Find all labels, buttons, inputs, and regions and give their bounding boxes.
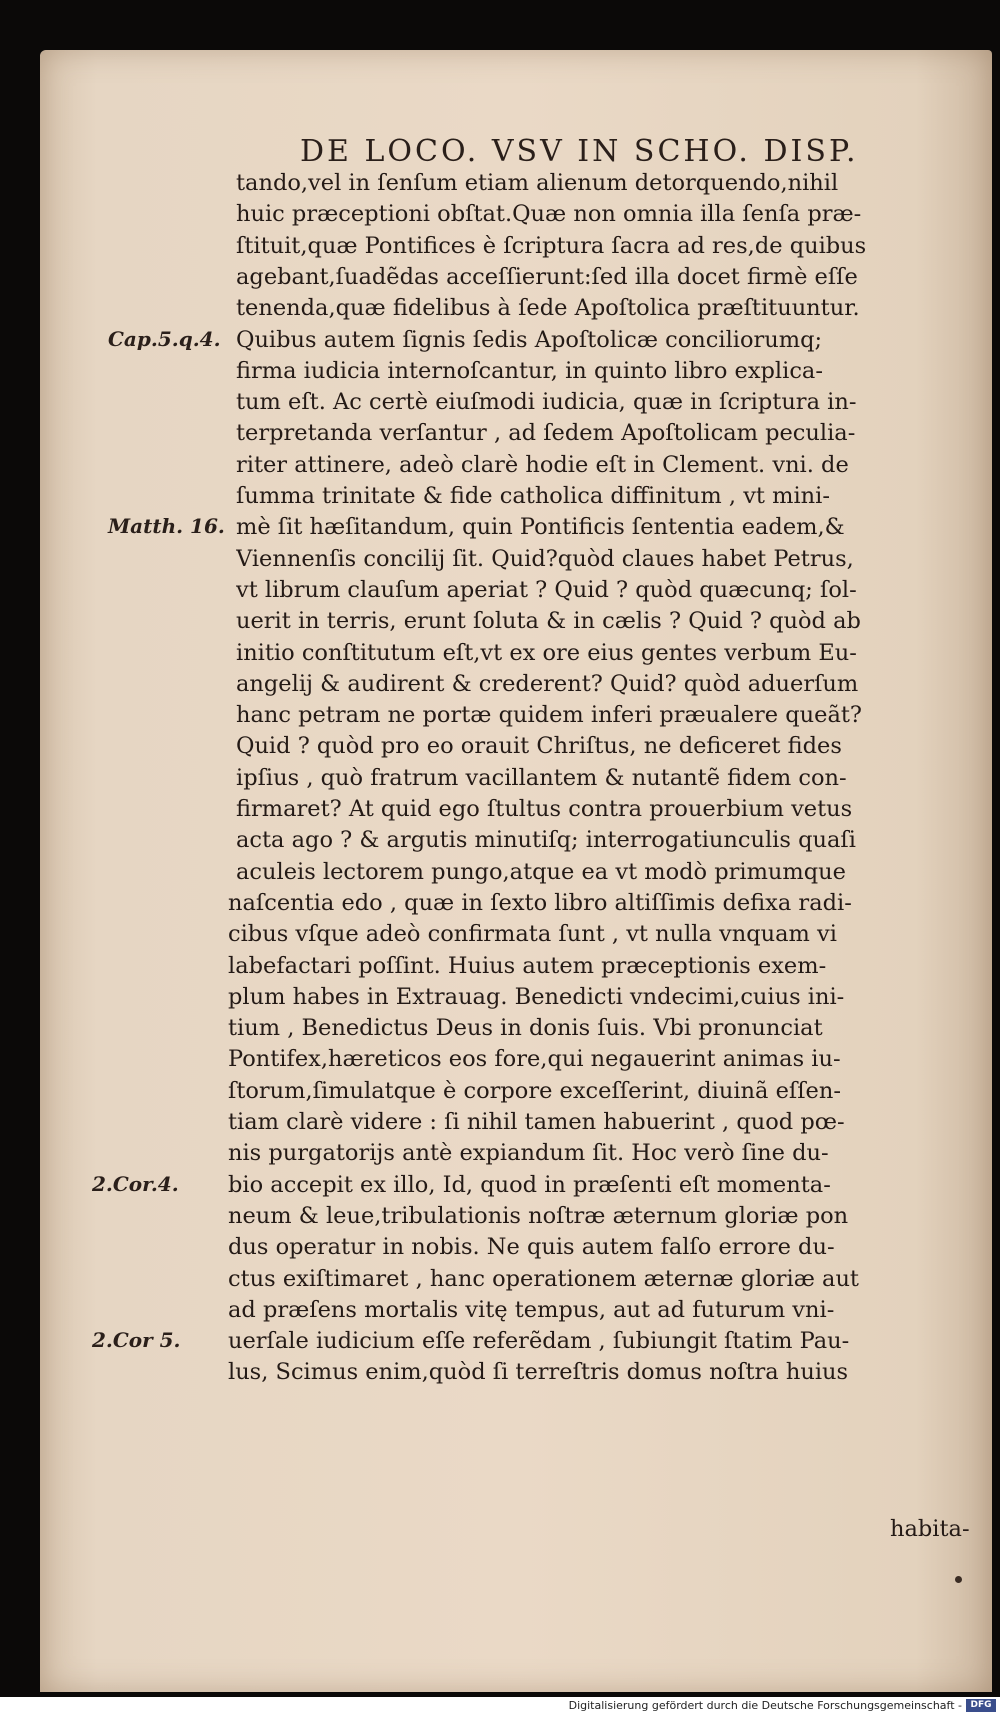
- text-line: bio accepit ex illo, Id, quod in præſenti eſt momenta-: [228, 1171, 831, 1198]
- text-line: vt librum clauſum aperiat ? Quid ? quòd quæcunq; ſol-: [236, 576, 857, 603]
- text-line: ſtituit,quæ Pontifices è ſcriptura ſacra ad res,de quibus: [236, 232, 867, 259]
- text-line: terpretanda verſantur , ad ſedem Apoſtolicam peculia-: [236, 420, 856, 447]
- text-line: tum eſt. Ac certè eiuſmodi iudicia, quæ in ſcriptura in-: [236, 389, 857, 416]
- text-line: Viennenſis concilij ſit. Quid?quòd claues habet Petrus,: [236, 545, 854, 572]
- margin-note: 2.Cor 5.: [92, 1328, 181, 1353]
- text-line: Pontifex,hæreticos eos fore,qui negauerint animas iu-: [228, 1046, 841, 1073]
- text-line: ipſius , quò fratrum vacillantem & nutantẽ fidem con-: [236, 764, 847, 791]
- text-line: cibus vſque adeò confirmata ſunt , vt nulla vnquam vi: [228, 921, 837, 948]
- text-line: tando,vel in ſenſum etiam alienum detorquendo,nihil: [236, 170, 839, 196]
- text-line: tenenda,quæ fidelibus à ſede Apoſtolica præſtituuntur.: [236, 295, 860, 322]
- ink-speck: [955, 1576, 962, 1583]
- catchword: habita-: [890, 1516, 970, 1542]
- text-line: ſumma trinitate & fide catholica diffinitum , vt mini-: [236, 483, 830, 509]
- text-line: huic præceptioni obſtat.Quæ non omnia illa ſenſa præ-: [236, 201, 862, 228]
- margin-note: Cap.5.q.4.: [108, 326, 221, 351]
- text-line: uerit in terris, erunt ſoluta & in cælis ? Quid ? quòd ab: [236, 608, 861, 635]
- text-line: ad præſens mortalis vitę tempus, aut ad futurum vni-: [228, 1296, 835, 1323]
- text-line: acta ago ? & argutis minutiſq; interrogatiunculis quaſi: [236, 827, 856, 854]
- text-line: riter attinere, adeò clarè hodie eſt in Clement. vni. de: [236, 451, 849, 478]
- text-line: angelij & audirent & crederent? Quid? quòd aduerſum: [236, 670, 859, 697]
- text-line: ctus exiſtimaret , hanc operationem æternæ gloriæ aut: [228, 1265, 859, 1292]
- margin-note: 2.Cor.4.: [92, 1171, 179, 1196]
- dfg-logo: DFG: [966, 1699, 996, 1712]
- text-line: lus, Scimus enim,quòd ſi terreſtris domus noſtra huius: [228, 1359, 849, 1386]
- text-line: aculeis lectorem pungo,atque ea vt modò primumque: [236, 858, 846, 885]
- text-line: agebant,ſuadẽdas acceſſierunt:ſed illa docet firmè eſſe: [236, 263, 858, 290]
- text-line: labefactari poſſint. Huius autem præceptionis exem-: [228, 952, 827, 979]
- text-line: uerſale iudicium eſſe referẽdam , ſubiungit ſtatim Pau-: [228, 1328, 850, 1355]
- text-line: initio conſtitutum eſt,vt ex ore eius gentes verbum Eu-: [236, 639, 857, 666]
- text-line: plum habes in Extrauag. Benedicti vndecimi,cuius ini-: [228, 983, 845, 1010]
- running-header: DE LOCO. VSV IN SCHO. DISP.: [300, 134, 859, 169]
- text-line: nis purgatorijs antè expiandum ſit. Hoc verò ſine du-: [228, 1140, 829, 1167]
- text-line: ſtorum,ſimulatque è corpore exceſſerint, diuinã eſſen-: [228, 1077, 841, 1104]
- text-line: hanc petram ne portæ quidem inferi præualere queãt?: [236, 702, 862, 729]
- text-line: Quid ? quòd pro eo orauit Chriſtus, ne deficeret fides: [236, 733, 842, 760]
- footer-credit: Digitalisierung gefördert durch die Deutsche Forschungsgemeinschaft -: [568, 1699, 962, 1712]
- text-line: mè ſit hæſitandum, quin Pontificis ſententia eadem,&: [236, 514, 845, 541]
- text-line: firma iudicia internoſcantur, in quinto libro explica-: [236, 357, 823, 384]
- text-line: tium , Benedictus Deus in donis ſuis. Vbi pronunciat: [228, 1015, 823, 1042]
- margin-note: Matth. 16.: [108, 514, 225, 539]
- text-line: firmaret? At quid ego ſtultus contra prouerbium vetus: [236, 796, 853, 822]
- text-line: neum & leue,tribulationis noſtræ æternum gloriæ pon: [228, 1202, 849, 1229]
- text-line: naſcentia edo , quæ in ſexto libro altiſſimis defixa radi-: [228, 889, 852, 916]
- text-line: dus operatur in nobis. Ne quis autem falſo errore du-: [228, 1234, 835, 1261]
- text-line: Quibus autem ſignis ſedis Apoſtolicæ conciliorumq;: [236, 326, 823, 353]
- text-line: tiam clarè videre : ſi nihil tamen habuerint , quod pœ-: [228, 1109, 845, 1135]
